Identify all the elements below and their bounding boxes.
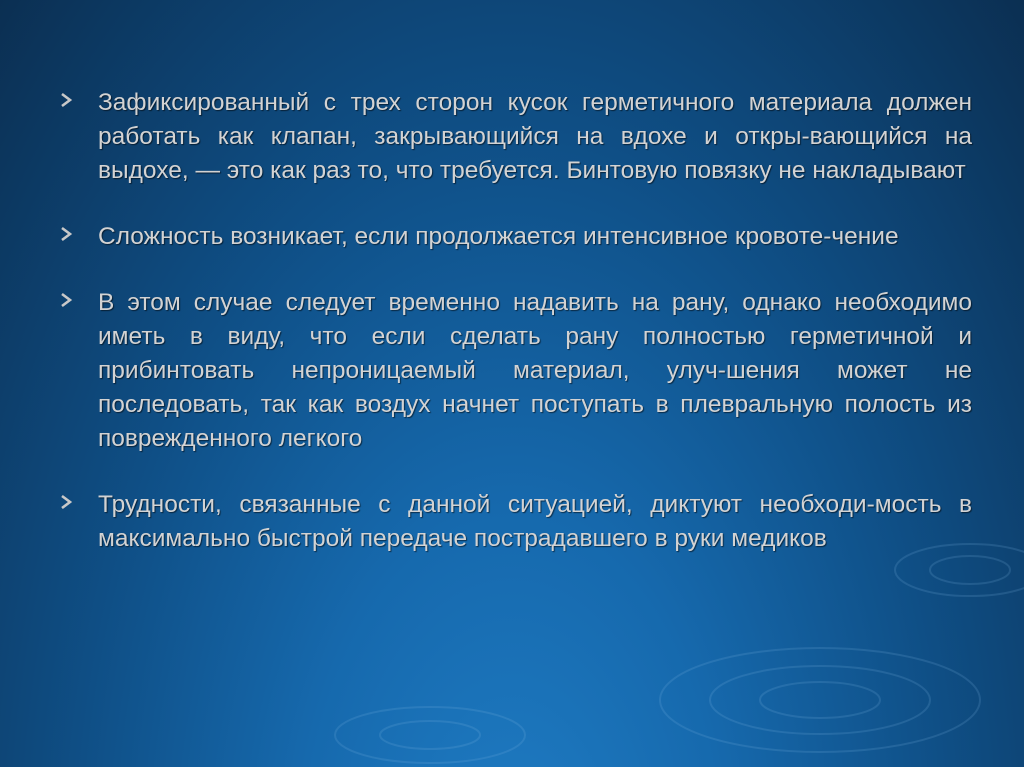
slide-content	[60, 86, 972, 588]
bullet-text: Сложность возникает, если продолжается интенсивное кровоте-чение	[98, 223, 899, 250]
chevron-bullet-icon	[60, 494, 74, 510]
bullet-text: В этом случае следует временно надавить на рану, однако необходимо иметь в виду, что если сделать рану полностью герметичной и прибинтовать непроницаемый материал, улуч-шения может не последовать, так как воздух начнет поступать в плевральную полость из поврежденного легкого	[98, 289, 972, 452]
bullet-item	[60, 488, 972, 556]
bullet-text: Трудности, связанные с данной ситуацией, диктуют необходи-мость в максимально быстрой передаче пострадавшего в руки медиков	[98, 491, 972, 552]
chevron-bullet-icon	[60, 92, 74, 108]
chevron-bullet-icon	[60, 292, 74, 308]
bullet-item	[60, 86, 972, 188]
bullet-item	[60, 286, 972, 456]
bullet-text: Зафиксированный с трех сторон кусок герметичного материала должен работать как клапан, закрывающийся на вдохе и откры-вающийся на выдохе, — это как раз то, что требуется. Бинтовую повязку не накладывают	[98, 89, 972, 184]
bullet-item	[60, 220, 972, 254]
chevron-bullet-icon	[60, 226, 74, 242]
